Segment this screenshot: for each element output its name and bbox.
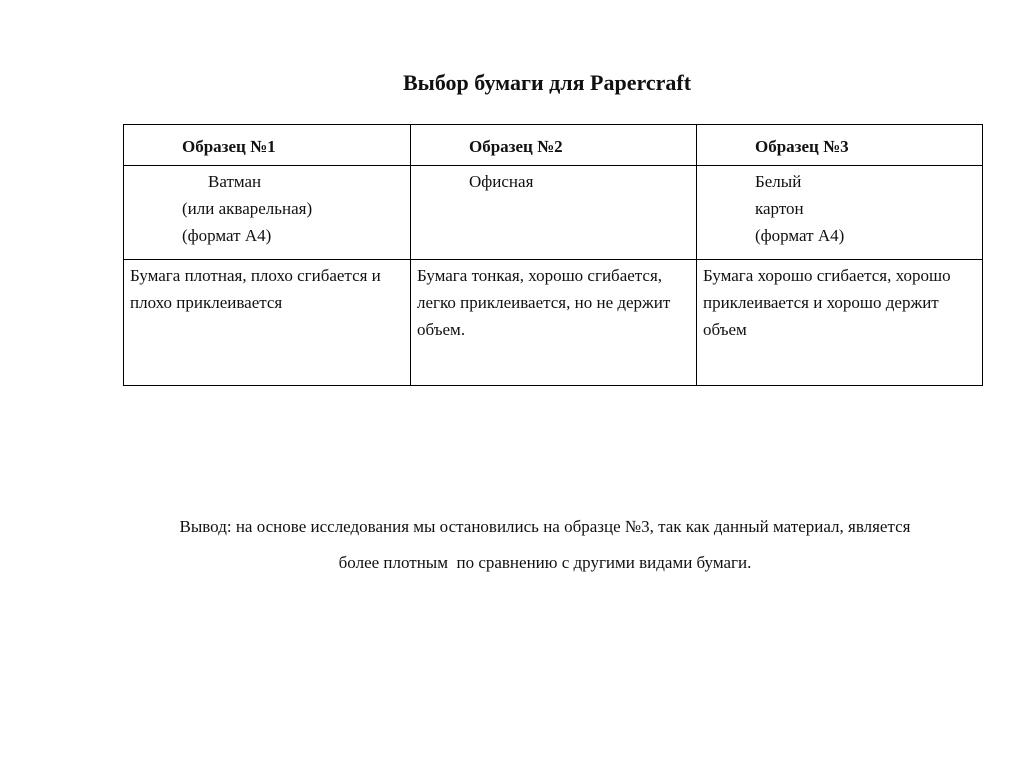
conclusion-text bbox=[60, 509, 1024, 581]
desc-cell-sample-3 bbox=[697, 166, 983, 260]
desc-line: Белый bbox=[755, 172, 802, 191]
desc-cell-sample-2 bbox=[411, 166, 697, 260]
props-text: Бумага тонкая, хорошо сгибается, легко приклеивается, но не держит объем. bbox=[417, 266, 671, 339]
desc-line: Офисная bbox=[469, 172, 534, 191]
desc-line: (или акварельная) bbox=[182, 199, 313, 218]
props-cell-sample-1 bbox=[124, 260, 411, 386]
table-row-description bbox=[124, 166, 983, 260]
table-row-properties bbox=[124, 260, 983, 386]
desc-line: Ватман bbox=[208, 172, 262, 191]
header-cell-sample-1 bbox=[124, 125, 411, 166]
header-label: Образец №2 bbox=[469, 137, 563, 156]
props-text: Бумага плотная, плохо сгибается и плохо приклеивается bbox=[130, 266, 381, 312]
desc-cell-sample-1 bbox=[124, 166, 411, 260]
desc-line: (формат А4) bbox=[755, 226, 845, 245]
header-label: Образец №1 bbox=[182, 137, 276, 156]
paper-samples-table bbox=[123, 124, 983, 386]
conclusion-line-2: более плотным по сравнению с другими видами бумаги. bbox=[338, 553, 752, 572]
desc-line: (формат А4) bbox=[182, 226, 272, 245]
desc-line: картон bbox=[755, 199, 804, 218]
header-cell-sample-3 bbox=[697, 125, 983, 166]
header-cell-sample-2 bbox=[411, 125, 697, 166]
props-cell-sample-2 bbox=[411, 260, 697, 386]
props-text: Бумага хорошо сгибается, хорошо приклеивается и хорошо держит объем bbox=[703, 266, 951, 339]
conclusion-line-1: Вывод: на основе исследования мы остановились на образце №3, так как данный материал, является bbox=[179, 517, 911, 536]
props-cell-sample-3 bbox=[697, 260, 983, 386]
table-header-row bbox=[124, 125, 983, 166]
page-title: Выбор бумаги для Papercraft bbox=[402, 70, 692, 95]
header-label: Образец №3 bbox=[755, 137, 849, 156]
